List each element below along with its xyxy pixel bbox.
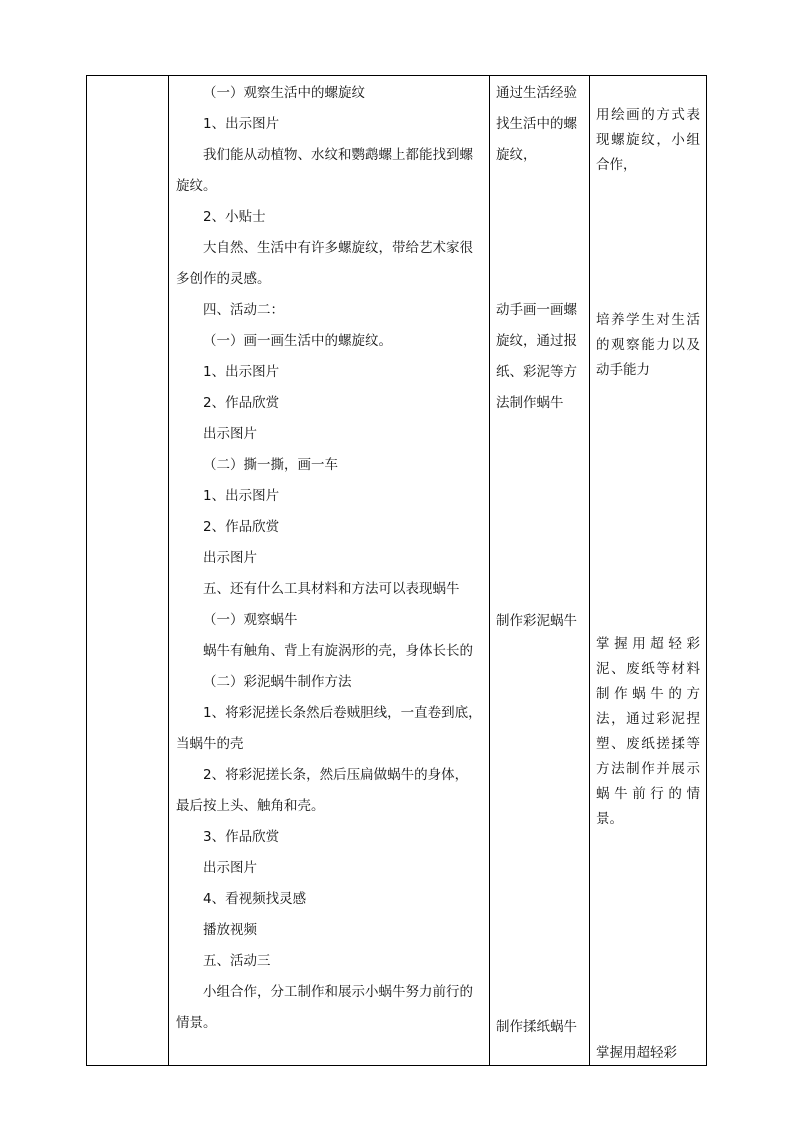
activity-line: 找生活中的螺 [496,116,577,132]
process-line: （一）观察生活中的螺旋纹 [203,85,365,101]
process-line: 出示图片 [203,860,257,876]
process-line: 出示图片 [203,550,257,566]
process-line: 1、将彩泥搓长条然后卷贼胆线，一直卷到底， [203,705,482,721]
intent-paragraph: 用绘画的方式表现螺旋纹，小组合作， [596,107,700,173]
process-line: （一）观察蜗牛 [203,612,298,628]
intent-paragraph: 掌握用超轻彩泥、废纸等材料制作蜗牛的方法，通过彩泥捏塑、废纸搓揉等方法制作并展示蜗牛前行的情景。 [596,636,700,827]
intent-paragraph: 掌握用超轻彩 [596,1045,677,1061]
intent-paragraph: 培养学生对生活的观察能力以及动手能力 [596,312,700,378]
process-line: 小组合作，分工制作和展示小蜗牛努力前行的 [203,984,473,1000]
process-line: 大自然、生活中有许多螺旋纹，带给艺术家很 [203,240,473,256]
process-line: 播放视频 [203,922,257,938]
table-border-right [706,75,707,1066]
process-line: （二）撕一撕，画一车 [203,457,338,473]
table-border-col4 [589,75,590,1066]
process-line: 最后按上头、触角和壳。 [176,798,325,814]
process-line: 多创作的灵感。 [176,271,271,287]
process-line: （一）画一画生活中的螺旋纹。 [203,333,392,349]
process-line: 四、活动二： [203,302,284,318]
activity-line: 制作揉纸蜗牛 [496,1019,577,1035]
process-line: 当蜗牛的壳 [176,736,244,752]
process-line: 情景。 [176,1015,217,1031]
table-border-col3 [489,75,490,1066]
table-border-left [86,75,87,1066]
activity-line: 纸、彩泥等方 [496,364,577,380]
activity-line: 旋纹， [496,147,537,163]
process-line: 4、看视频找灵感 [203,891,307,907]
process-line: （二）彩泥蜗牛制作方法 [203,674,352,690]
process-line: 五、还有什么工具材料和方法可以表现蜗牛 [203,581,460,597]
process-line: 我们能从动植物、水纹和鹦鹉螺上都能找到螺 [203,147,473,163]
table-top-border [86,75,707,76]
process-line: 2、作品欣赏 [203,395,280,411]
process-line: 五、活动三 [203,953,271,969]
process-line: 1、出示图片 [203,116,280,132]
activity-line: 动手画一画螺 [496,302,577,318]
process-line: 出示图片 [203,426,257,442]
activity-line: 法制作蜗牛 [496,395,564,411]
process-line: 蜗牛有触角、背上有旋涡形的壳，身体长长的 [203,643,473,659]
process-line: 3、作品欣赏 [203,829,280,845]
activity-line: 旋纹，通过报 [496,333,577,349]
table-border-col2 [168,75,169,1066]
activity-line: 通过生活经验 [496,85,577,101]
process-line: 2、作品欣赏 [203,519,280,535]
activity-line: 制作彩泥蜗牛 [496,613,577,629]
process-line: 2、将彩泥搓长条，然后压扁做蜗牛的身体， [203,767,469,783]
process-line: 1、出示图片 [203,364,280,380]
process-line: 旋纹。 [176,178,217,194]
process-line: 1、出示图片 [203,488,280,504]
process-line: 2、小贴士 [203,209,266,225]
